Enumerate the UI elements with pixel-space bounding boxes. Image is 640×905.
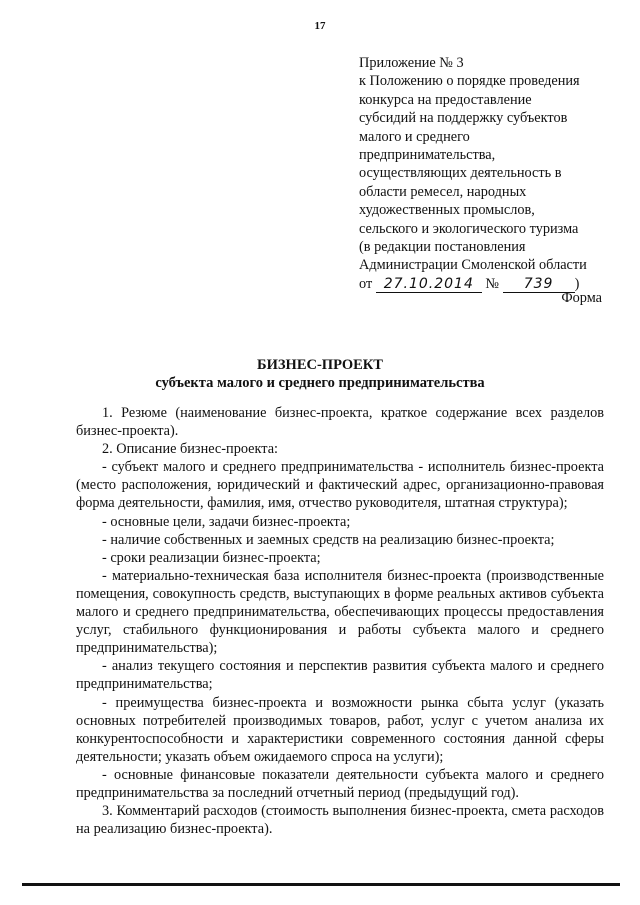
from-label: от xyxy=(359,275,373,292)
paragraph: - сроки реализации бизнес-проекта; xyxy=(102,549,321,566)
paragraph: - субъект малого и среднего предпринимательства - исполнитель бизнес-проекта (место расположения, юридический и фактический адрес, организационно-правовая форма деятельности, фамилия, имя, отчество руководителя, штатная структура); xyxy=(76,459,604,512)
paragraph: - наличие собственных и заемных средств на реализацию бизнес-проекта; xyxy=(102,531,555,548)
appendix-line: малого и среднего xyxy=(359,128,470,145)
paragraph: 1. Резюме (наименование бизнес-проекта, краткое содержание всех разделов бизнес-проекта). xyxy=(76,405,604,440)
closing-paren: ) xyxy=(574,275,580,292)
document-title xyxy=(0,356,640,392)
appendix-line: осуществляющих деятельность в xyxy=(359,165,562,182)
paragraph: - основные финансовые показатели деятельности субъекта малого и среднего предпринимательства за последний отчетный период (предыдущий год). xyxy=(76,766,604,801)
handwritten-number: 739 xyxy=(503,276,575,293)
paragraph: - основные цели, задачи бизнес-проекта; xyxy=(102,513,351,530)
form-label: Форма xyxy=(561,290,602,306)
paragraph: - анализ текущего состояния и перспектив развития субъекта малого и среднего предпринимательства; xyxy=(76,658,604,693)
document-body xyxy=(76,404,604,838)
paragraph: - материально-техническая база исполнителя бизнес-проекта (производственные помещения, совокупность средств, выступающих в форме реальных активов субъекта малого и среднего предпринимательства, обеспечивающих процессы предоставления услуг, стабильного функционирования и работы субъекта малого и среднего предпринимательства); xyxy=(76,567,604,657)
appendix-line: области ремесел, народных xyxy=(359,183,527,200)
title-main: БИЗНЕС-ПРОЕКТ xyxy=(257,357,383,373)
appendix-block xyxy=(359,54,619,293)
handwritten-date: 27.10.2014 xyxy=(376,276,482,293)
appendix-line: (в редакции постановления xyxy=(359,239,526,256)
appendix-line: Приложение № 3 xyxy=(359,55,464,71)
appendix-line: предпринимательства, xyxy=(359,147,496,164)
paragraph: 3. Комментарий расходов (стоимость выполнения бизнес-проекта, смета расходов на реализацию бизнес-проекта). xyxy=(76,803,604,838)
page-number: 17 xyxy=(314,20,326,32)
appendix-line: сельского и экологического туризма xyxy=(359,220,579,237)
appendix-line: субсидий на поддержку субъектов xyxy=(359,110,568,127)
paragraph: 2. Описание бизнес-проекта: xyxy=(102,441,279,458)
appendix-line: Администрации Смоленской области xyxy=(359,257,587,274)
paragraph: - преимущества бизнес-проекта и возможности рынка сбыта услуг (указать основных потребителей производимых товаров, работ, услуг с учетом анализа их конкурентоспособности и характеристики современного состояния данной сферы деятельности; указать объем ожидаемого спроса на услуги); xyxy=(76,694,604,765)
appendix-line: конкурса на предоставление xyxy=(359,91,532,108)
number-label: № xyxy=(485,275,500,292)
appendix-line: художественных промыслов, xyxy=(359,202,535,219)
footer-rule xyxy=(22,883,620,886)
title-sub: субъекта малого и среднего предпринимательства xyxy=(155,375,485,391)
appendix-line: к Положению о порядке проведения xyxy=(359,73,580,90)
